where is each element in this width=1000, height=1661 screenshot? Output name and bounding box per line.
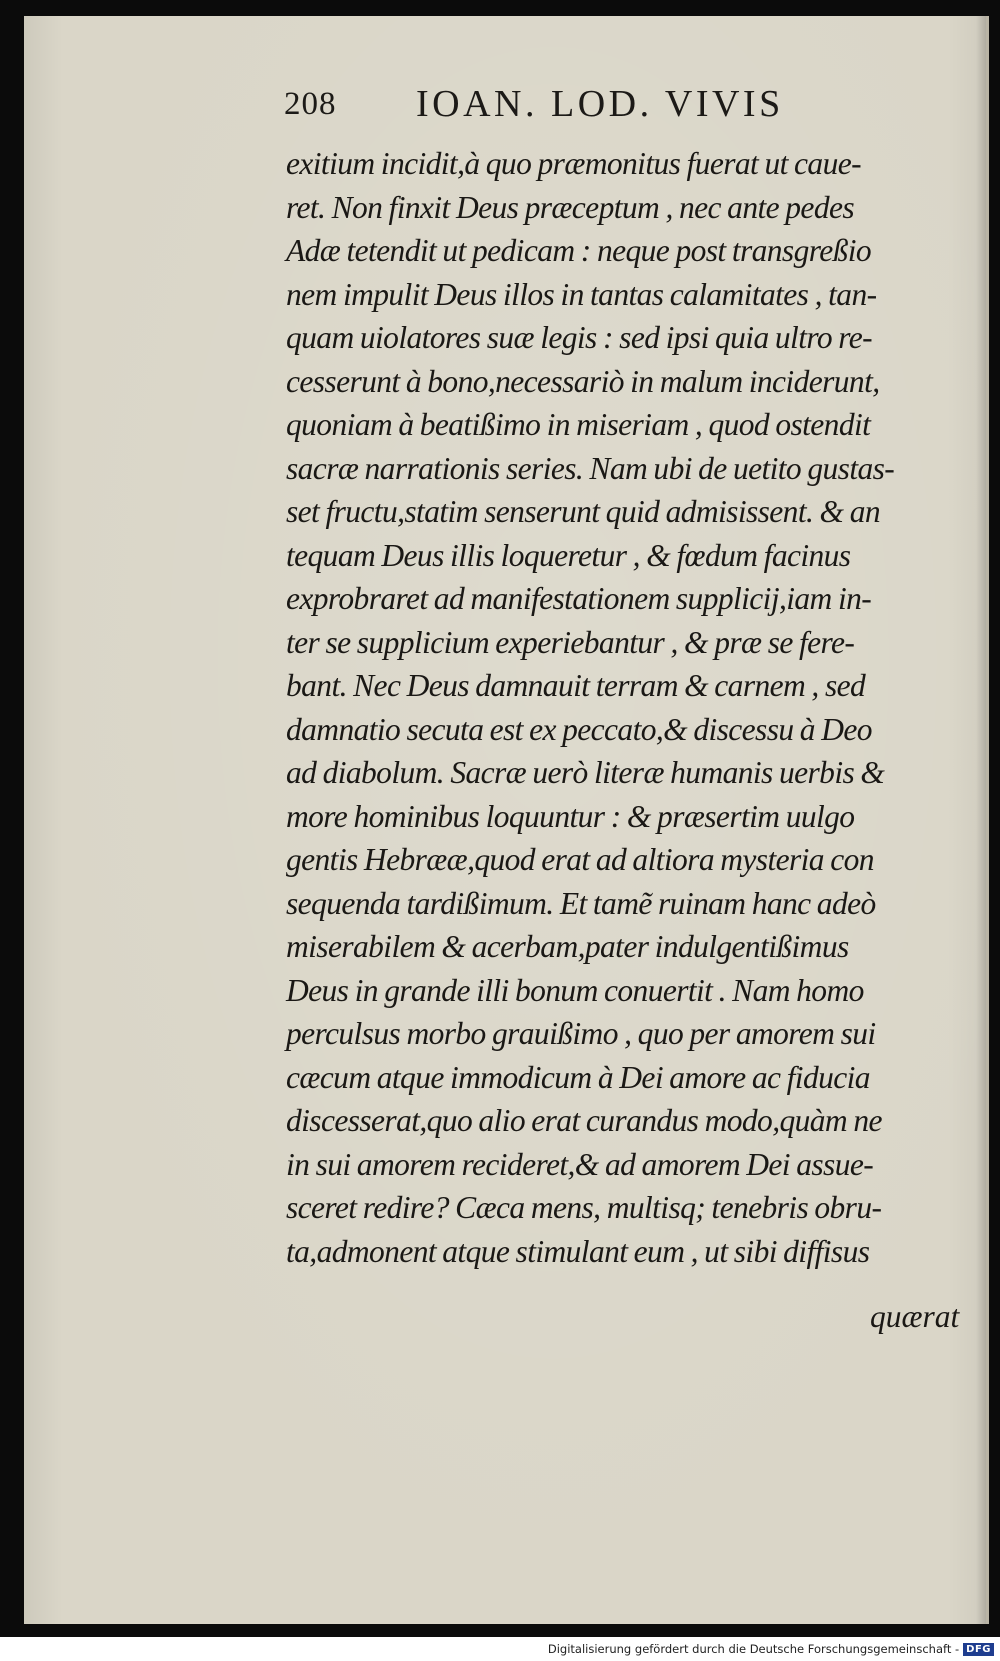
dfg-logo: DFG [963, 1643, 994, 1656]
text-line: exitium incidit,à quo præmonitus fuerat ut caue- [286, 146, 862, 181]
text-line: Adæ tetendit ut pedicam : neque post transgreßio [286, 233, 872, 268]
text-line: gentis Hebrææ,quod erat ad altiora mysteria con [286, 842, 874, 877]
text-line: cæcum atque immodicum à Dei amore ac fiducia [286, 1059, 870, 1095]
catchword: quærat [870, 1299, 960, 1334]
text-line: quoniam à beatißimo in miseriam , quod ostendit [286, 407, 871, 442]
text-line: discesserat,quo alio erat curandus modo,quàm ne [286, 1103, 882, 1138]
text-line: tequam Deus illis loqueretur , & fœdum facinus [286, 537, 851, 573]
text-line: ret. Non finxit Deus præceptum , nec ante pedes [286, 189, 855, 225]
text-line: exprobraret ad manifestationem supplicij,iam in- [286, 581, 872, 616]
running-title: IOAN. LOD. VIVIS [416, 83, 784, 125]
text-line: in sui amorem recideret,& ad amorem Dei assue- [286, 1146, 874, 1182]
text-line: ter se supplicium experiebantur , & præ se fere- [286, 624, 855, 660]
footer-credit: Digitalisierung gefördert durch die Deutsche Forschungsgemeinschaft - [547, 1642, 960, 1656]
text-line: nem impulit Deus illos in tantas calamitates , tan- [286, 276, 877, 312]
text-line: ta,admonent atque stimulant eum , ut sibi diffisus [286, 1233, 870, 1269]
text-line: ad diabolum. Sacræ uerò literæ humanis uerbis & [286, 755, 885, 790]
running-head [260, 83, 860, 136]
text-line: Deus in grande illi bonum conuertit . Nam homo [286, 972, 864, 1008]
text-line: more hominibus loquuntur : & præsertim uulgo [286, 798, 855, 834]
text-line: cesserunt à bono,necessariò in malum inciderunt, [286, 363, 880, 399]
text-line: sequenda tardißimum. Et tamẽ ruinam hanc adeò [286, 885, 876, 921]
text-line: perculsus morbo grauißimo , quo per amorem sui [286, 1016, 876, 1051]
text-line: set fructu,statim senserunt quid admisissent. & an [286, 494, 881, 529]
digitization-footer [548, 1640, 994, 1658]
text-line: bant. Nec Deus damnauit terram & carnem , sed [286, 668, 866, 703]
text-line: sceret redire? Cæca mens, multisq; tenebris obru- [286, 1190, 882, 1225]
book-page [24, 16, 989, 1624]
text-line: miserabilem & acerbam,pater indulgentißimus [286, 929, 849, 964]
text-line: sacræ narrationis series. Nam ubi de uetito gustas- [286, 450, 895, 486]
text-line: damnatio secuta est ex peccato,& discessu à Deo [286, 711, 872, 747]
text-block [286, 142, 986, 1273]
text-line: quam uiolatores suæ legis : sed ipsi quia ultro re- [286, 320, 873, 355]
page-number: 208 [284, 86, 337, 122]
